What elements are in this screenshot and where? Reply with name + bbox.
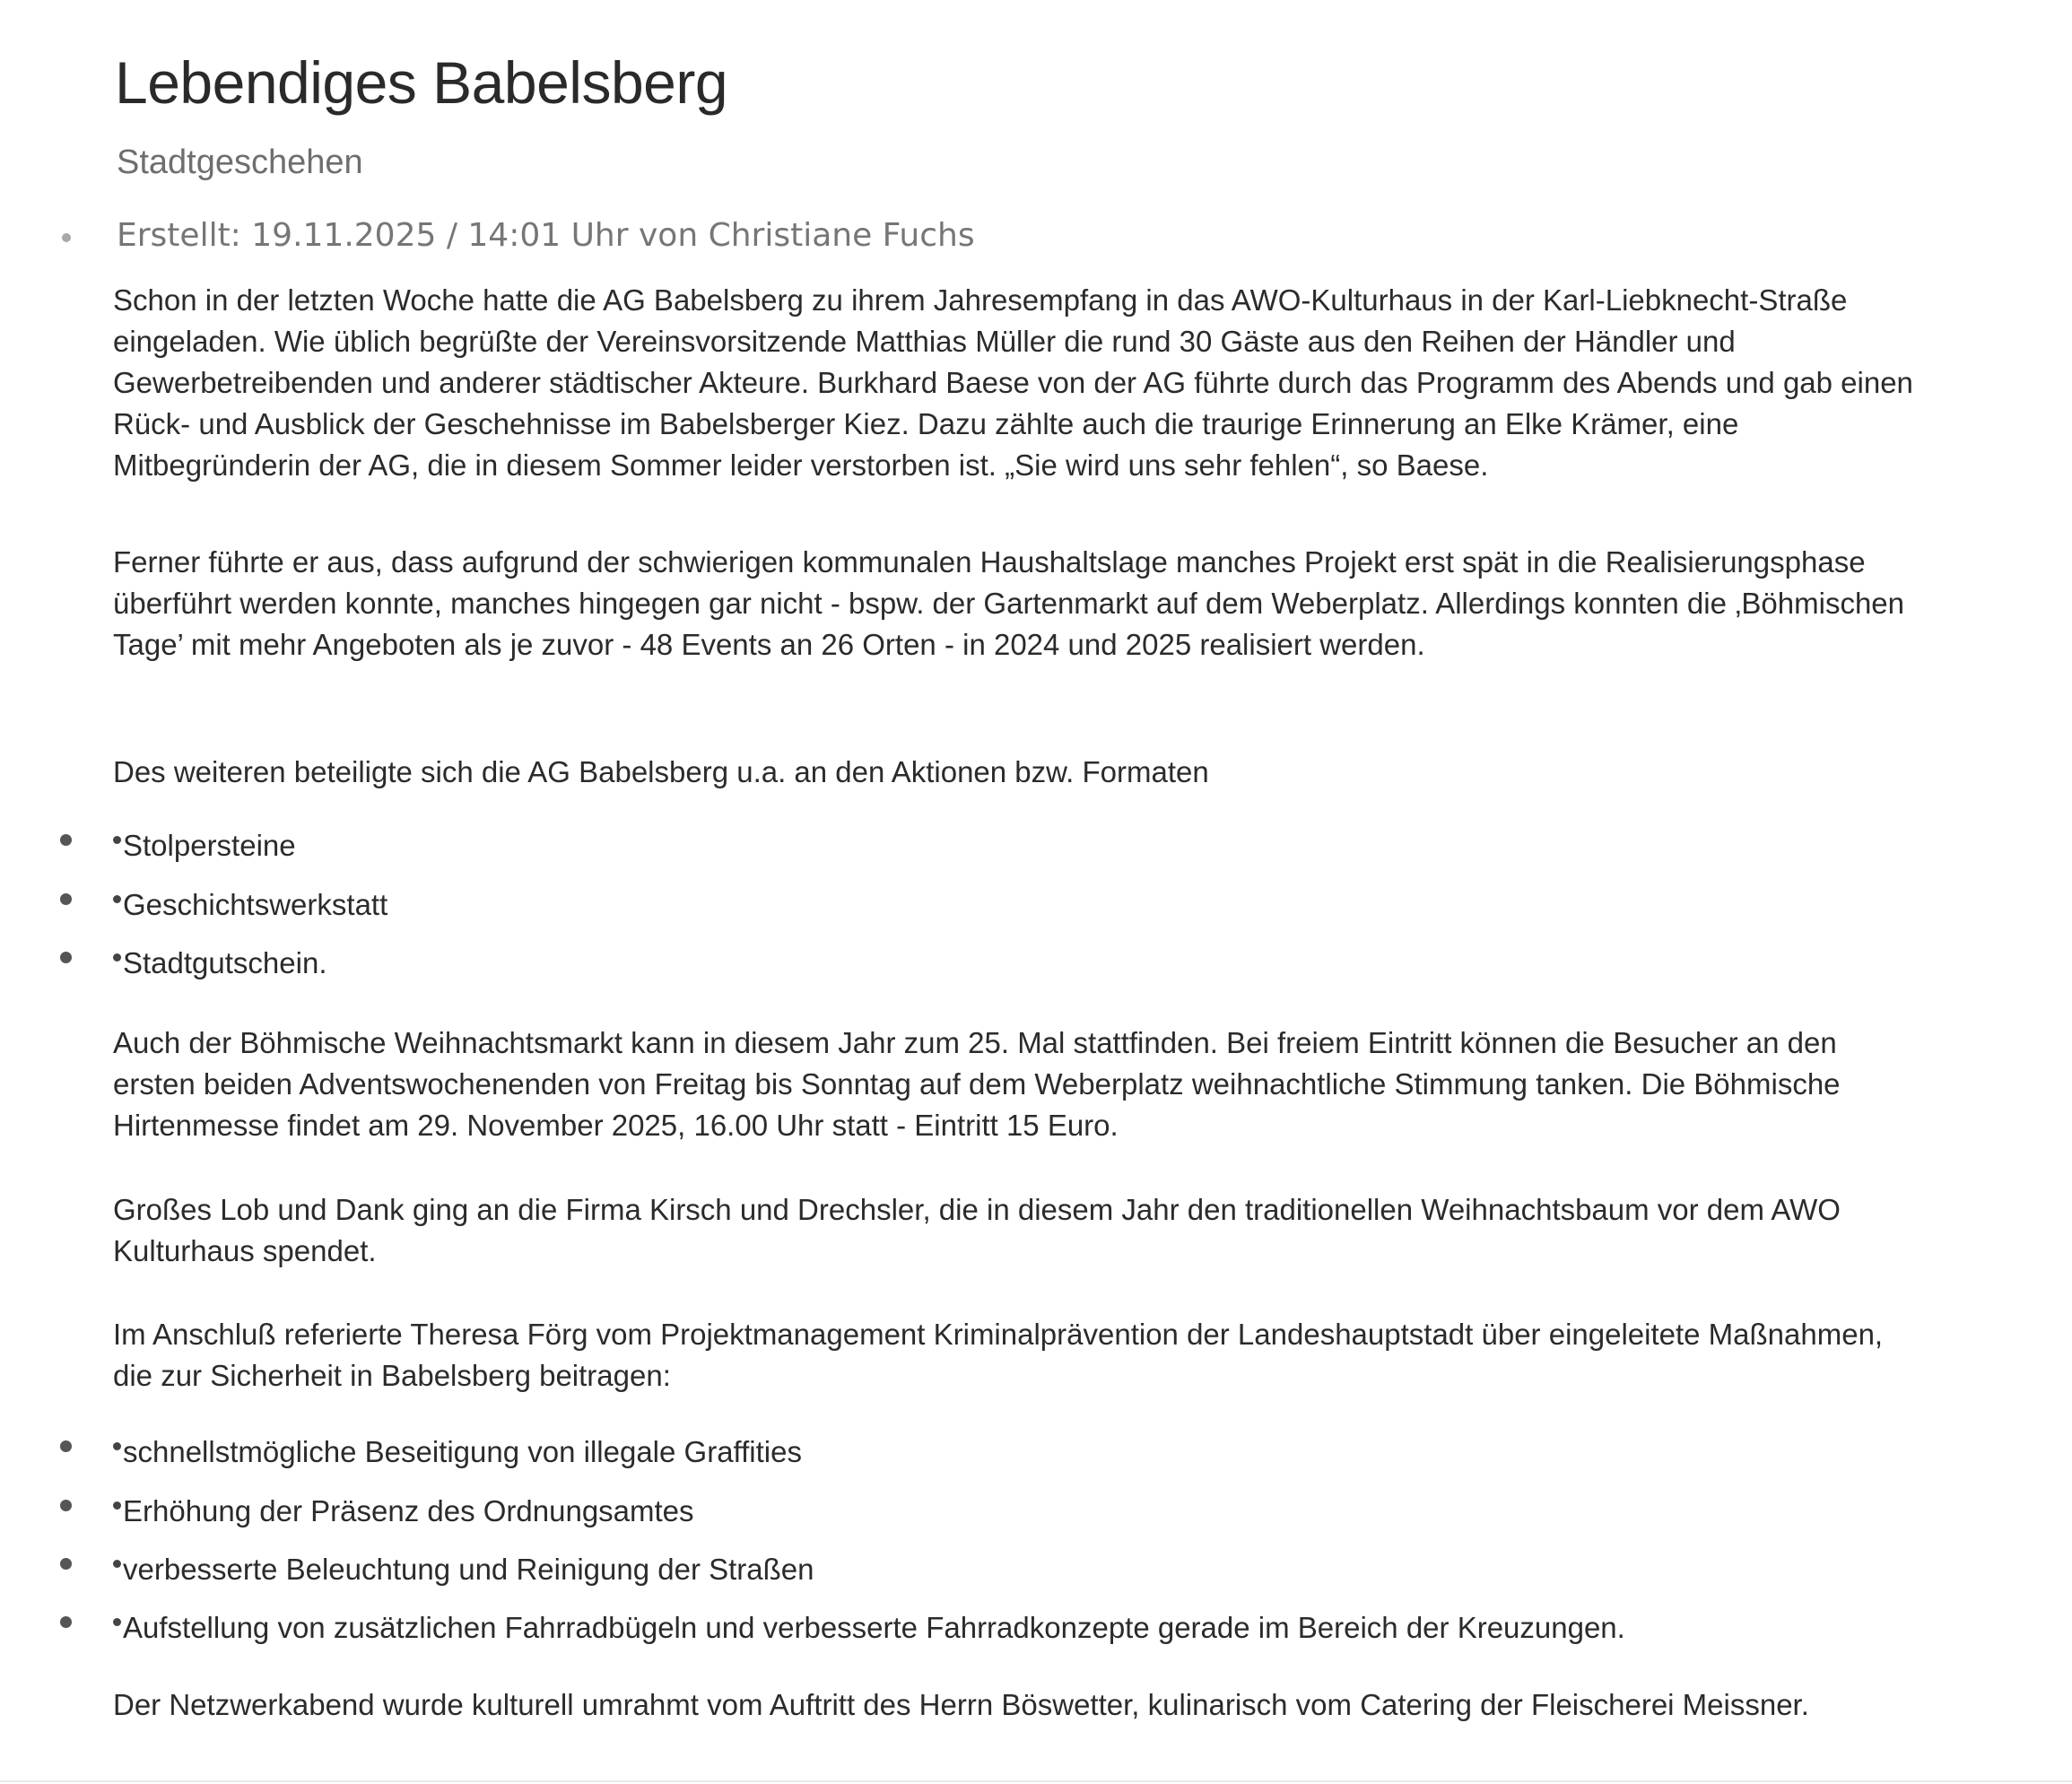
paragraph-closing: Der Netzwerkabend wurde kulturell umrahmt vom Auftritt des Herrn Böswetter, kulinarisch vom Catering der Fleischerei Meissner. (113, 1688, 1809, 1721)
list-item-measures: Erhöhung der Präsenz des Ordnungsamtes (113, 1491, 694, 1532)
inline-bullet-icon (113, 1442, 121, 1450)
paragraph-intro: Schon in der letzten Woche hatte die AG Babelsberg zu ihrem Jahresempfang in das AWO-Kulturhaus in der Karl-Liebknecht-Straße eingeladen. Wie üblich begrüßte der Vereinsvorsitzende Matthias Müller die rund 30 Gäste aus den Reihen der Händler und Gewerbetreibenden und anderer städtischer Akteure. Burkhard Baese von der AG führte durch das Programm des Abends und gab einen Rück- und Ausblick der Geschehnisse im Babelsberger Kiez. Dazu zählte auch die traurige Erinnerung an Elke Krämer, eine Mitbegründerin der AG, die in diesem Sommer leider verstorben ist. „Sie wird uns sehr fehlen“, so Baese. (113, 283, 1913, 482)
article-category[interactable]: Stadtgeschehen (117, 144, 363, 181)
page-divider (0, 1780, 2072, 1782)
inline-bullet-icon (113, 895, 121, 903)
list-item-measures: verbesserte Beleuchtung und Reinigung der Straßen (113, 1549, 814, 1590)
list-bullet-icon (60, 1500, 72, 1511)
list-bullet-icon (60, 834, 72, 846)
list-item-formats: Stolpersteine (113, 825, 296, 866)
list-bullet-icon (60, 952, 72, 963)
article-title: Lebendiges Babelsberg (115, 49, 728, 116)
paragraph-budget: Ferner führte er aus, dass aufgrund der schwierigen kommunalen Haushaltslage manches Projekt erst spät in die Realisierungsphase überführt werden konnte, manches hingegen gar nicht - bspw. der Gartenmarkt auf dem Weberplatz. Allerdings konnten die ‚Böhmischen Tage’ mit mehr Angeboten als je zuvor - 48 Events an 26 Orten - in 2024 und 2025 realisiert werden. (113, 545, 1905, 661)
inline-bullet-icon (113, 1618, 121, 1626)
list-bullet-icon (60, 1440, 72, 1452)
paragraph-thanks: Großes Lob und Dank ging an die Firma Kirsch und Drechsler, die in diesem Jahr den traditionellen Weihnachtsbaum vor dem AWO Kulturhaus spendet. (113, 1193, 1841, 1267)
paragraph-formats-intro: Des weiteren beteiligte sich die AG Babelsberg u.a. an den Aktionen bzw. Formaten (113, 755, 1209, 788)
inline-bullet-icon (113, 836, 121, 844)
list-item-formats: Stadtgutschein. (113, 943, 327, 984)
list-bullet-icon (60, 1616, 72, 1628)
paragraph-security-intro: Im Anschluß referierte Theresa Förg vom Projektmanagement Kriminalprävention der Landeshauptstadt über eingeleitete Maßnahmen, die zur Sicherheit in Babelsberg beitragen: (113, 1318, 1884, 1392)
list-bullet-icon (60, 1558, 72, 1570)
list-item-measures: Aufstellung von zusätzlichen Fahrradbügeln und verbesserte Fahrradkonzepte gerade im Bereich der Kreuzungen. (113, 1607, 1625, 1649)
inline-bullet-icon (113, 1501, 121, 1510)
list-bullet-icon (60, 893, 72, 905)
meta-bullet-icon (62, 233, 71, 242)
inline-bullet-icon (113, 953, 121, 962)
inline-bullet-icon (113, 1560, 121, 1568)
article-meta: Erstellt: 19.11.2025 / 14:01 Uhr von Christiane Fuchs (117, 217, 975, 254)
paragraph-christmas-market: Auch der Böhmische Weihnachtsmarkt kann in diesem Jahr zum 25. Mal stattfinden. Bei freiem Eintritt können die Besucher an den ersten beiden Adventswochenenden von Freitag bis Sonntag auf dem Weberplatz weihnachtliche Stimmung tanken. Die Böhmische Hirtenmesse findet am 29. November 2025, 16.00 Uhr statt - Eintritt 15 Euro. (113, 1026, 1841, 1142)
list-item-measures: schnellstmögliche Beseitigung von illegale Graffities (113, 1432, 802, 1473)
list-item-formats: Geschichtswerkstatt (113, 884, 387, 926)
